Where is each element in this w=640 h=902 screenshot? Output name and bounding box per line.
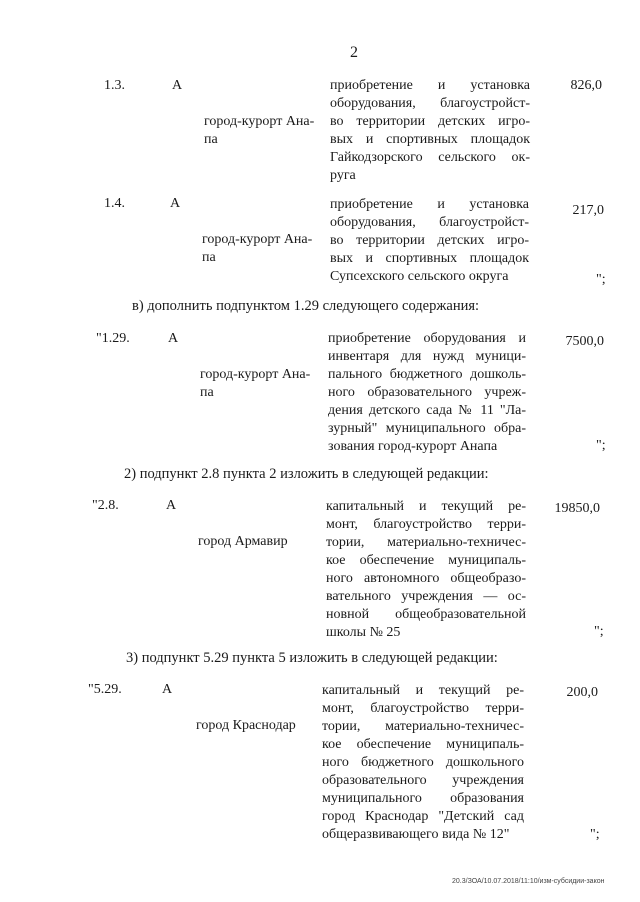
entry-description: приобретение оборудования и инвентаря для нужд муници- пального бюджетного дошколь- ного образовательного учреж- дения детского сада № 11 "Ла- зурный" муниципального обра- зования город-курорт Анапа xyxy=(328,331,526,454)
entry-closing-quote: "; xyxy=(590,827,600,842)
entry-amount: 7500,0 xyxy=(565,334,604,349)
entry-number: "1.29. xyxy=(96,331,130,346)
entry-municipality: город-курорт Ана- па xyxy=(200,367,311,400)
entry-amount: 217,0 xyxy=(572,203,604,218)
entry-description: капитальный и текущий ре- монт, благоустройство терри- тории, материально-техничес- кое обеспечение муниципаль- ного бюджетного дошкольного образовательного учреждения муниципального образования город Краснодар "Детский сад общеразвивающего вида № 12" xyxy=(322,683,524,842)
entry-description: капитальный и текущий ре- монт, благоустройство терри- тории, материально-техничес- кое обеспечение муниципаль- ного автономного общеобразо- вательного учреждения — ос- новной общеобразовательной школы № 25 xyxy=(326,499,526,640)
entry-amount: 200,0 xyxy=(566,685,598,700)
entry-letter: А xyxy=(162,682,173,697)
entry-number: 1.4. xyxy=(104,196,125,211)
entry-municipality: город Армавир xyxy=(198,534,288,549)
entry-number: "2.8. xyxy=(92,498,119,513)
entry-letter: А xyxy=(172,78,183,93)
amendment-paragraph: 3) подпункт 5.29 пункта 5 изложить в следующей редакции: xyxy=(126,650,498,666)
entry-letter: А xyxy=(168,331,179,346)
entry-municipality: город-курорт Ана- па xyxy=(204,114,315,147)
entry-description: приобретение и установка оборудования, благоустройст- во территории детских игро- вых и спортивных площадок Супсехского сельского округа xyxy=(330,197,529,284)
entry-amount: 19850,0 xyxy=(554,501,600,516)
page-number: 2 xyxy=(350,44,358,61)
entry-municipality: город-курорт Ана- па xyxy=(202,232,313,265)
entry-letter: А xyxy=(166,498,177,513)
entry-closing-quote: "; xyxy=(596,438,606,453)
entry-number: "5.29. xyxy=(88,682,122,697)
amendment-paragraph: 2) подпункт 2.8 пункта 2 изложить в следующей редакции: xyxy=(124,466,489,482)
entry-number: 1.3. xyxy=(104,78,125,93)
entry-municipality: город Краснодар xyxy=(196,718,296,733)
entry-closing-quote: "; xyxy=(594,624,604,639)
entry-amount: 826,0 xyxy=(570,78,602,93)
amendment-paragraph: в) дополнить подпунктом 1.29 следующего содержания: xyxy=(132,298,480,314)
entry-closing-quote: "; xyxy=(596,272,606,287)
entry-description: приобретение и установка оборудования, благоустройст- во территории детских игро- вых и спортивных площадок Гайкодзорского сельского ок- руга xyxy=(330,78,530,183)
document-footer-code: 20.3/ЗОА/10.07.2018/11:10/изм-субсидии-закон xyxy=(452,878,605,885)
entry-letter: А xyxy=(170,196,181,211)
